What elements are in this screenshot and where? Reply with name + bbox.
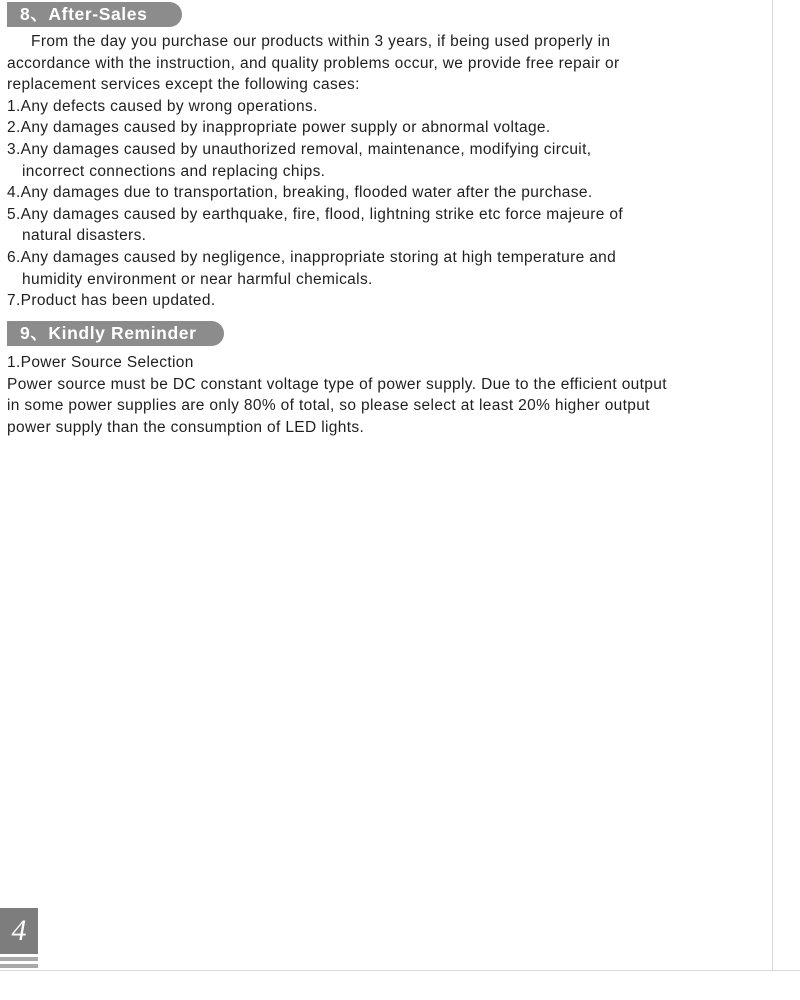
- case-item-5-continued: natural disasters.: [22, 227, 147, 245]
- page-number-stripe: [0, 957, 38, 961]
- after-sales-intro-line: From the day you purchase our products within 3 years, if being used properly in: [31, 33, 611, 50]
- case-item-3: 3.Any damages caused by unauthorized removal, maintenance, modifying circuit,: [7, 140, 592, 158]
- reminder-body-line: Power source must be DC constant voltage type of power supply. Due to the efficient output: [7, 375, 667, 393]
- page-border-right: [772, 0, 773, 970]
- case-item-5: 5.Any damages caused by earthquake, fire, flood, lightning strike etc force majeure of: [7, 205, 623, 223]
- reminder-body-line: power supply than the consumption of LED lights.: [7, 418, 365, 436]
- case-item-7: 7.Product has been updated.: [7, 292, 216, 310]
- page-number: 4: [0, 908, 38, 954]
- section-heading-after-sales: 8、After-Sales: [7, 2, 182, 27]
- page-number-stripe: [0, 964, 38, 968]
- reminder-subheading: 1.Power Source Selection: [7, 354, 194, 371]
- reminder-body-line: in some power supplies are only 80% of total, so please select at least 20% higher output: [7, 397, 650, 415]
- case-item-4: 4.Any damages due to transportation, breaking, flooded water after the purchase.: [7, 184, 593, 202]
- case-item-1: 1.Any defects caused by wrong operations.: [7, 97, 318, 115]
- case-item-3-continued: incorrect connections and replacing chips.: [22, 162, 326, 180]
- page-border-bottom: [0, 970, 800, 971]
- after-sales-intro-line: accordance with the instruction, and quality problems occur, we provide free repair or: [7, 54, 620, 72]
- after-sales-content: [7, 31, 752, 312]
- kindly-reminder-content: [7, 352, 752, 438]
- case-item-2: 2.Any damages caused by inappropriate power supply or abnormal voltage.: [7, 119, 551, 137]
- case-item-6: 6.Any damages caused by negligence, inappropriate storing at high temperature and: [7, 248, 617, 266]
- after-sales-intro-line: replacement services except the following cases:: [7, 76, 360, 94]
- section-heading-kindly-reminder: 9、Kindly Reminder: [7, 321, 224, 346]
- case-item-6-continued: humidity environment or near harmful chemicals.: [22, 270, 373, 288]
